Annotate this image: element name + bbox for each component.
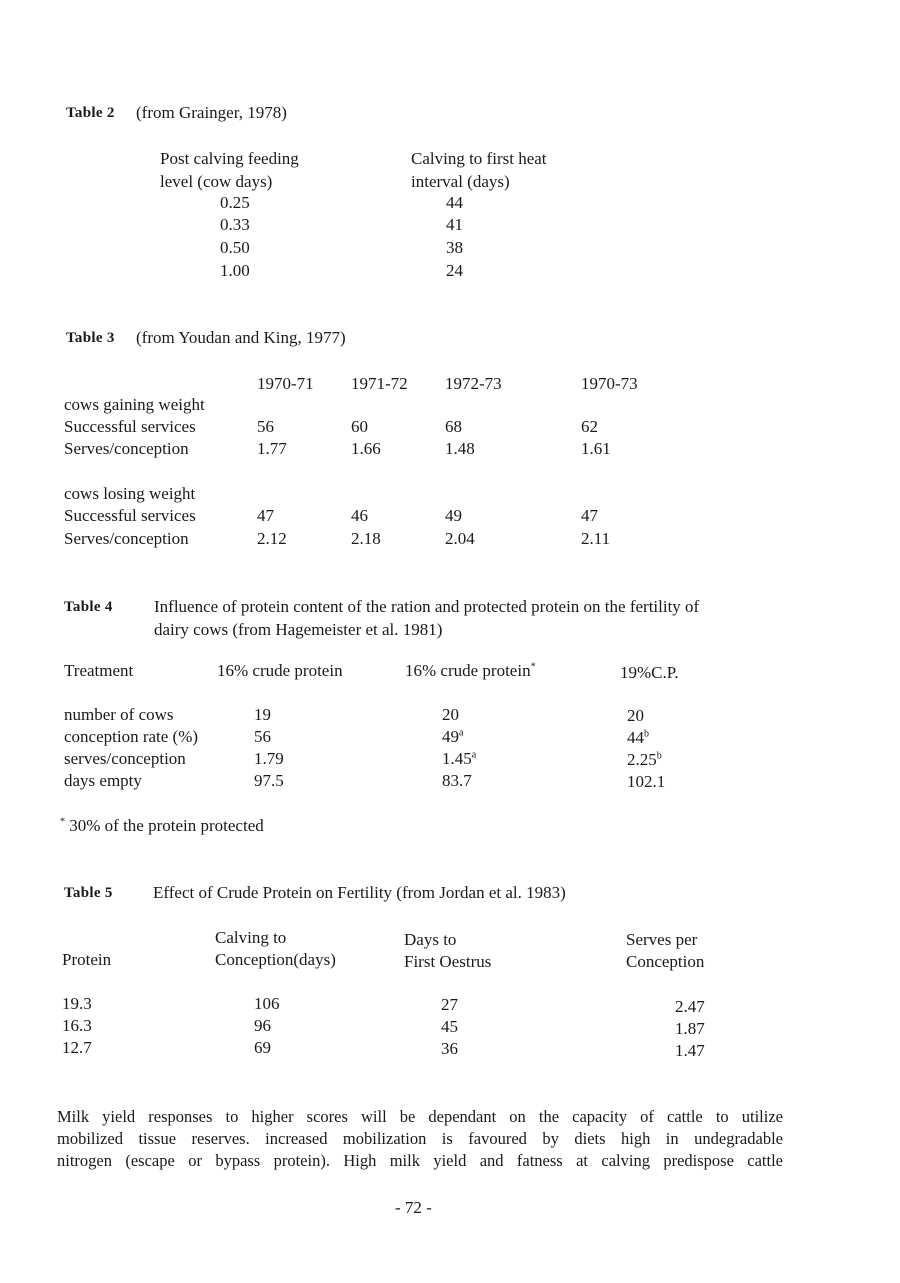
table3-row-label: Serves/conception (64, 439, 189, 458)
table4-cell: 2.25$^b$ (627, 750, 662, 769)
table3-group-heading: cows gaining weight (64, 395, 205, 414)
table5-cell: 1.87 (675, 1019, 705, 1038)
table5-cell: 27 (441, 995, 458, 1014)
table4-cell: 49$^a$ (442, 727, 464, 746)
table3-year: 1971-72 (351, 374, 408, 393)
table2-caption: (from Grainger, 1978) (136, 103, 287, 122)
table2-col1-header-line1: Post calving feeding (160, 149, 299, 168)
table4-cell: 19 (254, 705, 271, 724)
table5-cell: 36 (441, 1039, 458, 1058)
table4-cell: 1.45$^a$ (442, 749, 477, 768)
table3-year: 1970-73 (581, 374, 638, 393)
table4-cell: 97.5 (254, 771, 284, 790)
table5-header: Days to (404, 930, 457, 949)
table2-interval: 41 (446, 215, 463, 234)
table4-header-mark: * (530, 661, 536, 673)
table4-caption-line2: dairy cows (from Hagemeister et al. 1981) (154, 620, 443, 639)
table5-cell: 2.47 (675, 997, 705, 1016)
table3-year: 1970-71 (257, 374, 314, 393)
table3-cell: 1.61 (581, 439, 611, 458)
table4-header: 16% crude protein* (405, 661, 536, 680)
table3-cell: 2.12 (257, 529, 287, 548)
table2-col2-header-line2: interval (days) (411, 172, 510, 191)
table3-cell: 47 (257, 506, 274, 525)
table2-col1-header-line2: level (cow days) (160, 172, 273, 191)
table3-cell: 68 (445, 417, 462, 436)
table3-row-label: Successful services (64, 417, 196, 436)
paragraph-line: mobilized tissue reserves. increased mobilization is favoured by diets high in undegradable (57, 1129, 783, 1148)
table5-cell: 1.47 (675, 1041, 705, 1060)
table3-cell: 49 (445, 506, 462, 525)
table4-cell: 1.79 (254, 749, 284, 768)
table5-header: First Oestrus (404, 952, 492, 971)
table5-label: Table 5 (64, 885, 113, 901)
table3-group-heading: cows losing weight (64, 484, 196, 503)
table4-header: Treatment (64, 661, 134, 680)
page-number: - 72 - (395, 1198, 432, 1217)
table4-cell: 83.7 (442, 771, 472, 790)
table3-cell: 46 (351, 506, 368, 525)
table2-level: 0.50 (220, 238, 250, 257)
table4-label: Table 4 (64, 599, 113, 615)
table3-cell: 1.77 (257, 439, 287, 458)
table5-caption: Effect of Crude Protein on Fertility (from Jordan et al. 1983) (153, 883, 566, 902)
table5-cell: 45 (441, 1017, 458, 1036)
table3-cell: 2.11 (581, 529, 611, 548)
table5-cell: 16.3 (62, 1016, 92, 1035)
table3-cell: 1.48 (445, 439, 475, 458)
table5-header: Calving to (215, 928, 287, 947)
table3-cell: 56 (257, 417, 274, 436)
table4-cell: 56 (254, 727, 271, 746)
table4-header: 16% crude protein (217, 661, 343, 680)
table5-header: Serves per (626, 930, 698, 949)
table3-cell: 47 (581, 506, 598, 525)
table2-interval: 24 (446, 261, 463, 280)
body-paragraph (57, 1106, 783, 1172)
table3-row-label: Successful services (64, 506, 196, 525)
table3-cell: 2.04 (445, 529, 475, 548)
table4-cell: 20 (627, 706, 644, 725)
table2-interval: 44 (446, 193, 463, 212)
table5-header: Conception(days) (215, 950, 336, 969)
table3-year: 1972-73 (445, 374, 502, 393)
paragraph-line: nitrogen (escape or bypass protein). High milk yield and fatness at calving predispose cattle (57, 1151, 783, 1170)
table5-header: Protein (62, 950, 112, 969)
table4-footnote: * 30% of the protein protected (60, 816, 264, 835)
table4-row-label: serves/conception (64, 749, 186, 768)
footnote-mark: * (60, 816, 65, 828)
table4-cell: 44$^b$ (627, 728, 649, 747)
table5-cell: 106 (254, 994, 280, 1013)
table3-label: Table 3 (66, 330, 115, 346)
table5-cell: 69 (254, 1038, 271, 1057)
table4-header: 19%C.P. (620, 663, 679, 682)
table2-level: 0.33 (220, 215, 250, 234)
table3-caption: (from Youdan and King, 1977) (136, 328, 346, 347)
table2-interval: 38 (446, 238, 463, 257)
table2-level: 0.25 (220, 193, 250, 212)
table4-cell: 102.1 (627, 772, 666, 791)
table3-cell: 60 (351, 417, 368, 436)
table3-cell: 62 (581, 417, 598, 436)
table5-cell: 19.3 (62, 994, 92, 1013)
table5-cell: 12.7 (62, 1038, 92, 1057)
table4-row-label: conception rate (%) (64, 727, 199, 746)
table2-level: 1.00 (220, 261, 250, 280)
table5-cell: 96 (254, 1016, 271, 1035)
table4-row-label: number of cows (64, 705, 174, 724)
table3-cell: 1.66 (351, 439, 381, 458)
table4-cell: 20 (442, 705, 459, 724)
table3-cell: 2.18 (351, 529, 381, 548)
table4-row-label: days empty (64, 771, 142, 790)
table2-label: Table 2 (66, 105, 115, 121)
table5-header: Conception (626, 952, 705, 971)
table2-col2-header-line1: Calving to first heat (411, 149, 547, 168)
paragraph-line: Milk yield responses to higher scores will be dependant on the capacity of cattle to utilize (57, 1107, 783, 1126)
table4-caption-line1: Influence of protein content of the ration and protected protein on the fertility of (154, 597, 700, 616)
table3-row-label: Serves/conception (64, 529, 189, 548)
